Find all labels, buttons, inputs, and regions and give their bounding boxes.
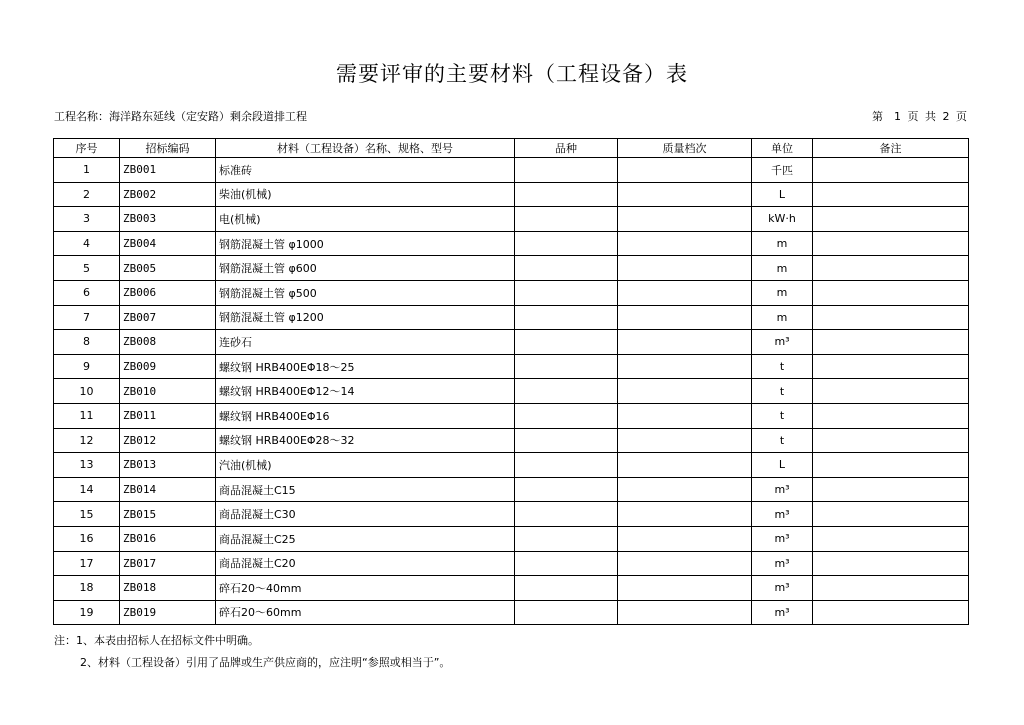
cell-kind [515,354,618,379]
table-row [54,477,969,502]
header-kind: 品种 [515,139,618,158]
cell-unit: m³ [752,600,813,625]
cell-no: 15 [54,502,120,527]
cell-grade [618,256,752,281]
cell-code: ZB019 [120,600,216,625]
cell-no: 2 [54,182,120,207]
header-remark: 备注 [813,139,969,158]
cell-unit: m [752,305,813,330]
cell-kind [515,526,618,551]
cell-kind [515,502,618,527]
cell-kind [515,305,618,330]
cell-code: ZB005 [120,256,216,281]
project-name: 海洋路东延线（定安路）剩余段道排工程 [109,110,307,123]
cell-unit: m³ [752,330,813,355]
cell-code: ZB010 [120,379,216,404]
cell-name: 汽油(机械) [216,453,515,478]
cell-grade [618,305,752,330]
cell-remark [813,305,969,330]
table-row [54,428,969,453]
cell-unit: t [752,379,813,404]
cell-code: ZB003 [120,207,216,232]
table-row [54,379,969,404]
cell-unit: L [752,453,813,478]
table-row [54,305,969,330]
cell-no: 9 [54,354,120,379]
cell-no: 17 [54,551,120,576]
cell-code: ZB011 [120,403,216,428]
table-row [54,256,969,281]
cell-kind [515,207,618,232]
cell-remark [813,502,969,527]
cell-no: 6 [54,280,120,305]
cell-unit: t [752,428,813,453]
header-name: 材料（工程设备）名称、规格、型号 [216,139,515,158]
cell-remark [813,576,969,601]
cell-no: 8 [54,330,120,355]
cell-grade [618,182,752,207]
note-2: 2、材料（工程设备）引用了品牌或生产供应商的，应注明“参照或相当于”。 [80,656,451,669]
cell-kind [515,428,618,453]
cell-no: 18 [54,576,120,601]
table-row [54,453,969,478]
cell-unit: m [752,280,813,305]
cell-code: ZB016 [120,526,216,551]
notes [54,630,450,674]
cell-code: ZB018 [120,576,216,601]
cell-unit: t [752,354,813,379]
cell-remark [813,551,969,576]
cell-no: 19 [54,600,120,625]
cell-name: 碎石20～40mm [216,576,515,601]
table-row [54,600,969,625]
cell-kind [515,551,618,576]
cell-name: 碎石20～60mm [216,600,515,625]
cell-grade [618,526,752,551]
note-1: 注：1、本表由招标人在招标文件中明确。 [54,634,259,647]
header-code: 招标编码 [120,139,216,158]
cell-kind [515,330,618,355]
cell-unit: t [752,403,813,428]
table-row [54,403,969,428]
cell-remark [813,354,969,379]
cell-code: ZB001 [120,158,216,183]
cell-kind [515,158,618,183]
cell-remark [813,379,969,404]
cell-unit: m³ [752,477,813,502]
cell-name: 螺纹钢 HRB400EΦ16 [216,403,515,428]
cell-kind [515,182,618,207]
cell-kind [515,280,618,305]
header-no: 序号 [54,139,120,158]
cell-no: 10 [54,379,120,404]
materials-table [53,138,969,625]
page-title: 需要评审的主要材料（工程设备）表 [336,62,688,86]
cell-name: 钢筋混凝土管 φ600 [216,256,515,281]
table-body [54,158,969,625]
cell-grade [618,158,752,183]
cell-kind [515,403,618,428]
cell-code: ZB008 [120,330,216,355]
cell-remark [813,477,969,502]
cell-grade [618,330,752,355]
cell-code: ZB007 [120,305,216,330]
header-grade: 质量档次 [618,139,752,158]
cell-name: 钢筋混凝土管 φ1200 [216,305,515,330]
cell-no: 14 [54,477,120,502]
table-row [54,354,969,379]
cell-code: ZB013 [120,453,216,478]
cell-name: 商品混凝土C20 [216,551,515,576]
cell-name: 商品混凝土C15 [216,477,515,502]
project-label: 工程名称： [54,110,109,123]
table-row [54,551,969,576]
cell-remark [813,207,969,232]
cell-grade [618,600,752,625]
cell-name: 螺纹钢 HRB400EΦ28～32 [216,428,515,453]
cell-unit: m³ [752,551,813,576]
cell-code: ZB002 [120,182,216,207]
cell-no: 13 [54,453,120,478]
cell-code: ZB009 [120,354,216,379]
cell-grade [618,231,752,256]
table-row [54,576,969,601]
cell-name: 商品混凝土C30 [216,502,515,527]
cell-unit: kW·h [752,207,813,232]
header-unit: 单位 [752,139,813,158]
cell-no: 1 [54,158,120,183]
cell-unit: 千匹 [752,158,813,183]
cell-grade [618,354,752,379]
cell-kind [515,477,618,502]
cell-grade [618,453,752,478]
cell-kind [515,231,618,256]
cell-unit: m [752,231,813,256]
cell-name: 电(机械) [216,207,515,232]
table-row [54,280,969,305]
cell-name: 钢筋混凝土管 φ1000 [216,231,515,256]
cell-no: 5 [54,256,120,281]
cell-grade [618,576,752,601]
cell-grade [618,403,752,428]
cell-unit: L [752,182,813,207]
table-row [54,207,969,232]
cell-remark [813,428,969,453]
table-row [54,231,969,256]
cell-no: 7 [54,305,120,330]
cell-name: 钢筋混凝土管 φ500 [216,280,515,305]
project-info [54,108,307,124]
cell-remark [813,231,969,256]
table-row [54,526,969,551]
cell-remark [813,403,969,428]
table-header-row [54,139,969,158]
cell-grade [618,379,752,404]
cell-grade [618,280,752,305]
cell-kind [515,256,618,281]
cell-remark [813,182,969,207]
cell-grade [618,207,752,232]
cell-remark [813,158,969,183]
cell-no: 11 [54,403,120,428]
cell-remark [813,280,969,305]
cell-unit: m [752,256,813,281]
cell-no: 4 [54,231,120,256]
cell-grade [618,428,752,453]
cell-name: 商品混凝土C25 [216,526,515,551]
cell-grade [618,551,752,576]
cell-no: 3 [54,207,120,232]
cell-kind [515,600,618,625]
cell-code: ZB006 [120,280,216,305]
cell-grade [618,502,752,527]
cell-remark [813,600,969,625]
cell-unit: m³ [752,526,813,551]
cell-grade [618,477,752,502]
cell-name: 柴油(机械) [216,182,515,207]
cell-code: ZB004 [120,231,216,256]
cell-code: ZB014 [120,477,216,502]
cell-remark [813,256,969,281]
cell-no: 12 [54,428,120,453]
cell-name: 连砂石 [216,330,515,355]
cell-code: ZB015 [120,502,216,527]
cell-unit: m³ [752,576,813,601]
cell-remark [813,330,969,355]
cell-kind [515,453,618,478]
cell-name: 螺纹钢 HRB400EΦ12～14 [216,379,515,404]
cell-remark [813,526,969,551]
table-row [54,330,969,355]
cell-code: ZB017 [120,551,216,576]
cell-no: 16 [54,526,120,551]
table-row [54,158,969,183]
table-row [54,182,969,207]
cell-name: 螺纹钢 HRB400EΦ18～25 [216,354,515,379]
cell-name: 标准砖 [216,158,515,183]
page-number: 第 1 页 共 2 页 [872,110,967,123]
table-row [54,502,969,527]
cell-code: ZB012 [120,428,216,453]
cell-kind [515,576,618,601]
cell-kind [515,379,618,404]
cell-unit: m³ [752,502,813,527]
cell-remark [813,453,969,478]
